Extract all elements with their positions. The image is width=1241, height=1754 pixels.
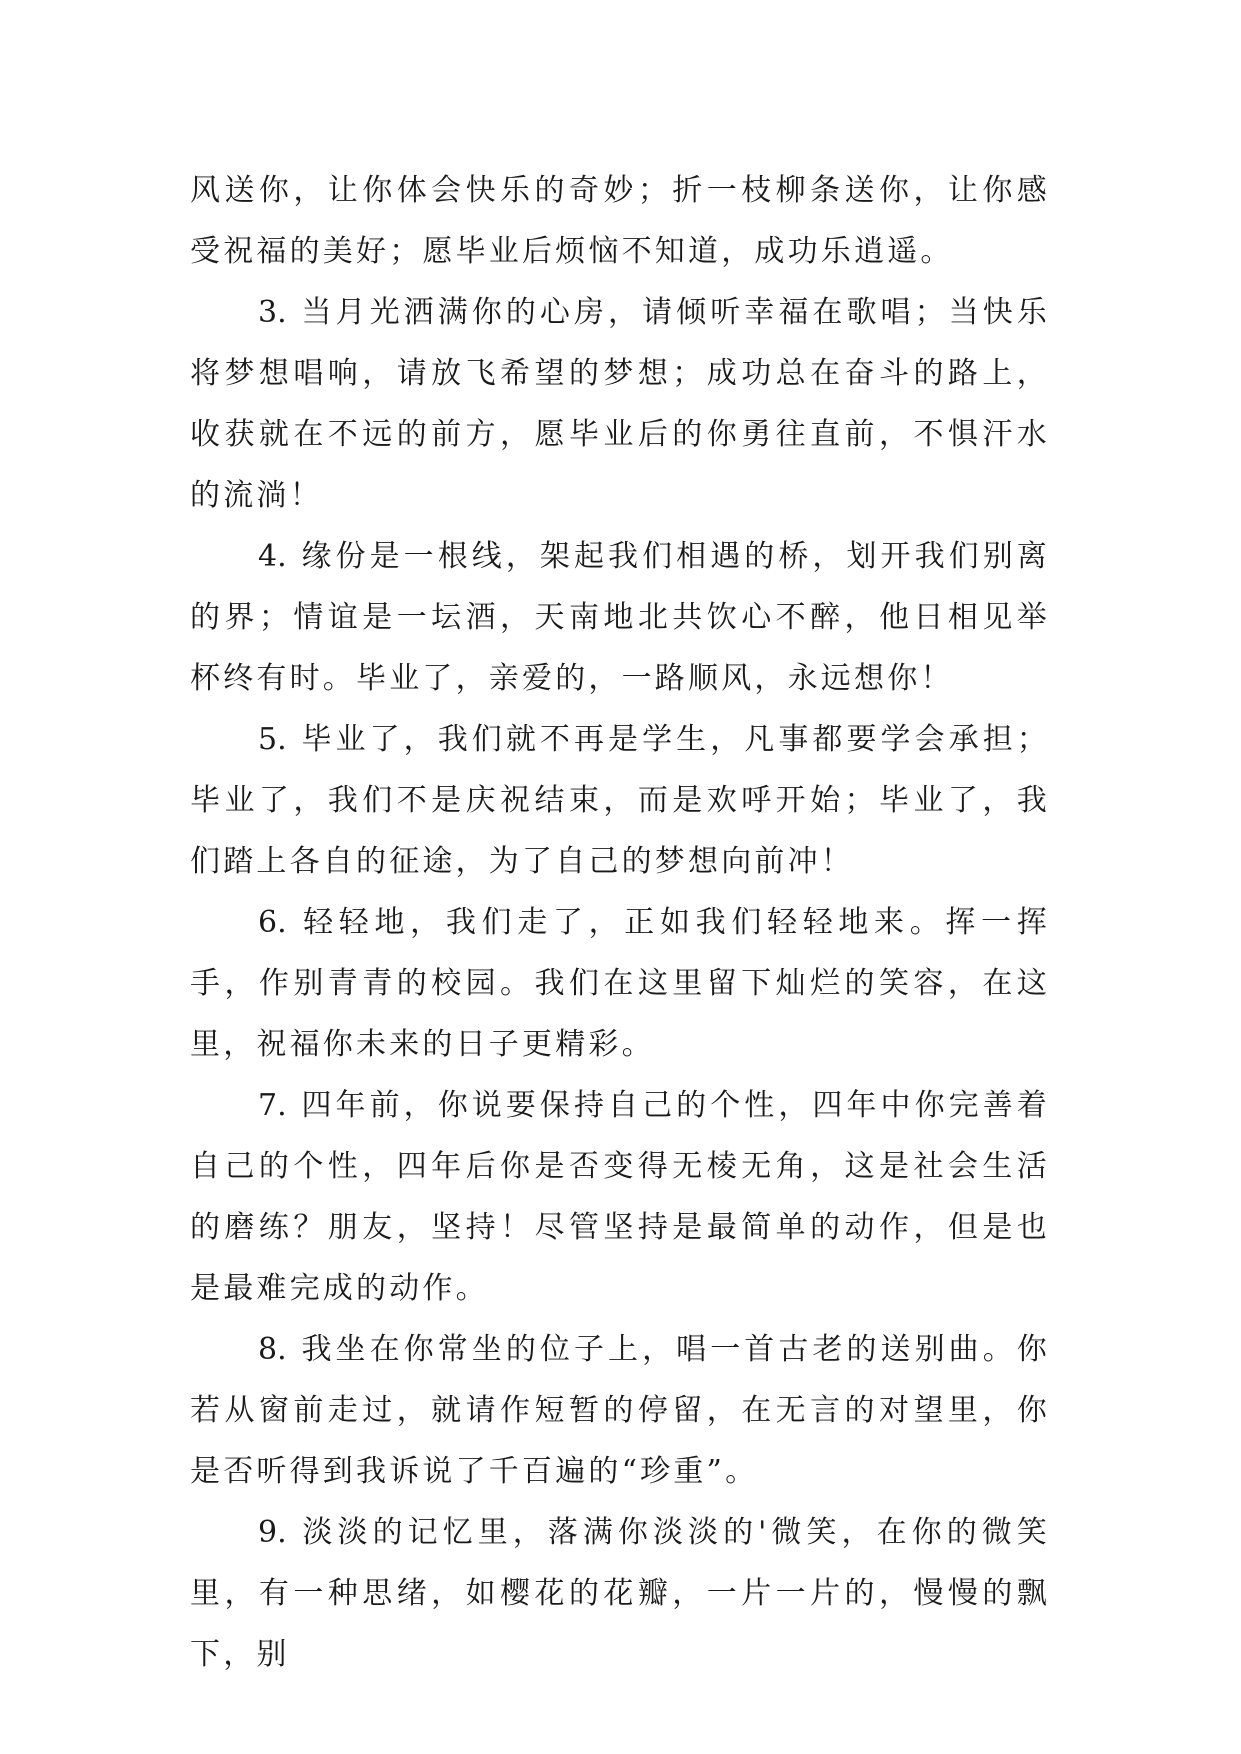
list-item	[190, 526, 1050, 709]
list-item	[190, 892, 1050, 1075]
item-text: 缘份是一根线，架起我们相遇的桥，划开我们别离的界；情谊是一坛酒，天南地北共饮心不醉，他日相见举杯终有时。毕业了，亲爱的，一路顺风，永远想你！	[190, 539, 1050, 696]
item-number: 6.	[258, 905, 287, 940]
item-text: 我坐在你常坐的位子上，唱一首古老的送别曲。你若从窗前走过，就请作短暂的停留，在无言的对望里，你是否听得到我诉说了千百遍的“珍重”。	[190, 1332, 1050, 1489]
item-number: 3.	[258, 295, 287, 330]
item-number: 5.	[258, 722, 287, 757]
list-item	[190, 709, 1050, 892]
item-number: 9.	[258, 1515, 287, 1550]
item-text: 四年前，你说要保持自己的个性，四年中你完善着自己的个性，四年后你是否变得无棱无角，这是社会生活的磨练？朋友，坚持！尽管坚持是最简单的动作，但是也是最难完成的动作。	[190, 1088, 1050, 1306]
list-item	[190, 1319, 1050, 1502]
list-item	[190, 1075, 1050, 1319]
continuation-paragraph: 风送你，让你体会快乐的奇妙；折一枝柳条送你，让你感受祝福的美好；愿毕业后烦恼不知道，成功乐逍遥。	[190, 173, 1050, 269]
item-number: 4.	[258, 539, 287, 574]
item-text: 淡淡的记忆里，落满你淡淡的'微笑，在你的微笑里，有一种思绪，如樱花的花瓣，一片一片的，慢慢的飘下，别	[190, 1515, 1050, 1672]
item-text: 当月光洒满你的心房，请倾听幸福在歌唱；当快乐将梦想唱响，请放飞希望的梦想；成功总在奋斗的路上，收获就在不远的前方，愿毕业后的你勇往直前，不惧汗水的流淌！	[190, 295, 1050, 513]
list-item	[190, 1502, 1050, 1685]
item-text: 轻轻地，我们走了，正如我们轻轻地来。挥一挥手，作别青青的校园。我们在这里留下灿烂的笑容，在这里，祝福你未来的日子更精彩。	[190, 905, 1050, 1062]
document-body	[190, 160, 1050, 1685]
item-number: 8.	[258, 1332, 287, 1367]
item-text: 毕业了，我们就不再是学生，凡事都要学会承担；毕业了，我们不是庆祝结束，而是欢呼开始；毕业了，我们踏上各自的征途，为了自己的梦想向前冲！	[190, 722, 1050, 879]
list-item	[190, 282, 1050, 526]
item-number: 7.	[258, 1088, 287, 1123]
